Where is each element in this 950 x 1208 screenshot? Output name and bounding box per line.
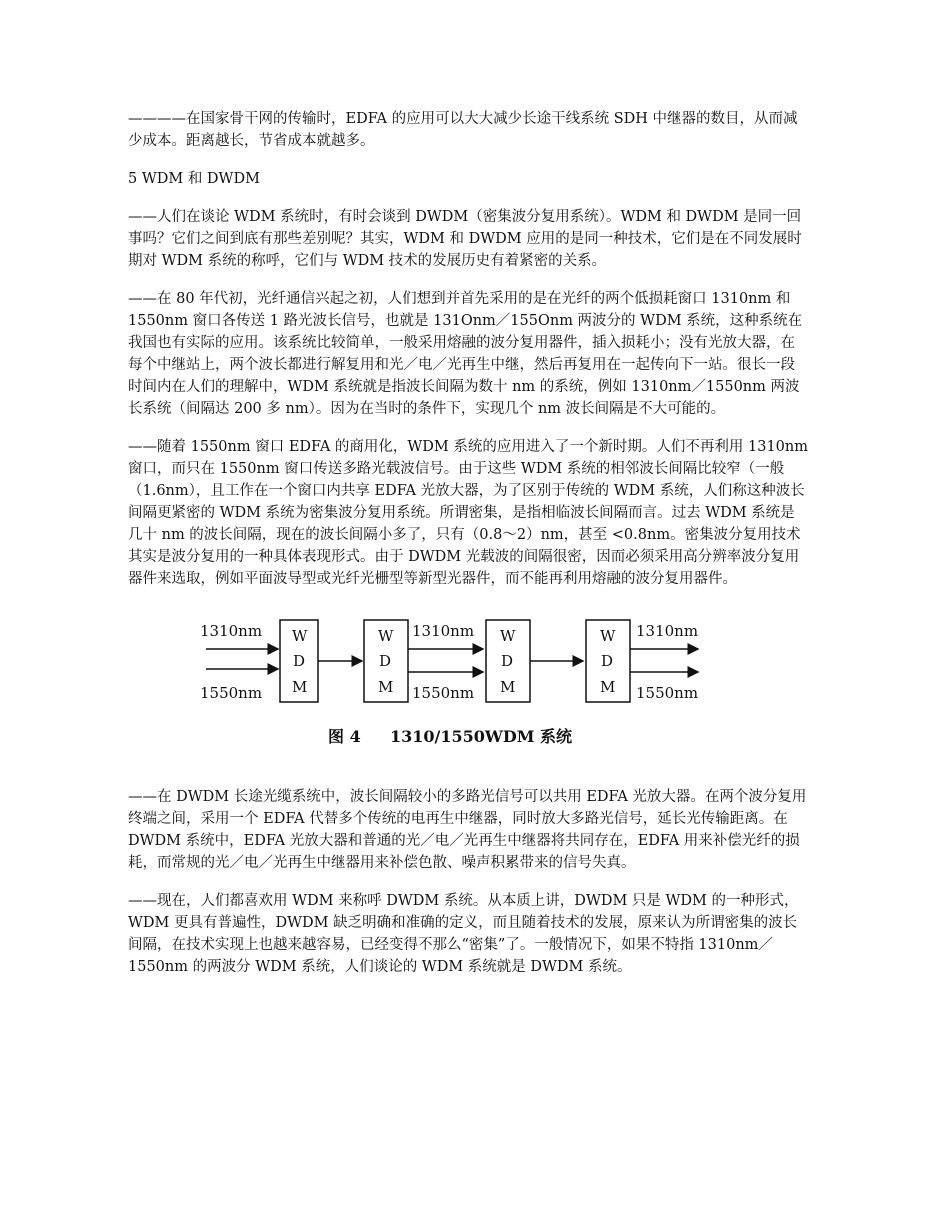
box4-letter-d: D [601,652,614,670]
paragraph-naming-today: ——现在，人们都喜欢用 WDM 来称呼 DWDM 系统。从本质上讲，DWDM 只是 WDM 的一种形式，WDM 更具有普遍性，DWDM 缺乏明确和准确的定义，而且随着技术的发展，原来认为所谓密集的波长间隔，在技术实现上也越来越容易，已经变得不那么“密集”了。一般情况下，如果不特指 1310nm／1550nm 的两波分 WDM 系统，人们谈论的 WDM 系统就是 DWDM 系统。 [128,893,799,975]
paragraph-edfa-backbone: ————在国家骨干网的传输时，EDFA 的应用可以大大减少长途干线系统 SDH 中继器的数目，从而减少成本。距离越长，节省成本就越多。 [128,111,798,149]
label-output-1550: 1550nm [636,684,699,702]
figure-caption-number: 图 4 [328,727,361,746]
box2-letter-w: W [378,627,394,645]
label-input-1550: 1550nm [200,684,263,702]
box4-letter-m: M [600,678,616,696]
box3-letter-w: W [500,627,516,645]
box2-letter-m: M [378,678,394,696]
box1-letter-w: W [292,627,308,645]
box2-letter-d: D [379,652,392,670]
box3-letter-d: D [501,652,514,670]
label-mid-1550: 1550nm [412,684,475,702]
wdm-system-figure [128,606,808,756]
paragraph-dwdm-longhaul: ——在 DWDM 长途光缆系统中，波长间隔较小的多路光信号可以共用 EDFA 光放大器。在两个波分复用终端之间，采用一个 EDFA 代替多个传统的电再生中继器，同时放大多路光信号，延长光传输距离。在 DWDM 系统中，EDFA 光放大器和普通的光／电／光再生中继器将共同存在，EDFA 用来补偿光纤的损耗，而常规的光／电／光再生中继器用来补偿色散、噪声积累带来的信号失真。 [128,789,807,871]
paragraph-80s-history: ——在 80 年代初，光纤通信兴起之初，人们想到并首先采用的是在光纤的两个低损耗窗口 1310nm 和 1550nm 窗口各传送 1 路光波长信号，也就是 131Onm／155Onm 两波分的 WDM 系统，这种系统在我国也有实际的应用。该系统比较简单，一般采用熔融的波分复用器件，插入损耗小；没有光放大器，在每个中继站上，两个波长都进行解复用和光／电／光再生中继，然后再复用在一起传向下一站。很长一段时间内在人们的理解中，WDM 系统就是指波长间隔为数十 nm 的系统，例如 1310nm／1550nm 两波长系统（间隔达 200 多 nm）。因为在当时的条件下，实现几个 nm 波长间隔是不大可能的。 [128,291,803,417]
label-mid-1310: 1310nm [412,622,475,640]
figure-caption-text: 1310/1550WDM 系统 [390,727,573,746]
wdm-diagram [128,606,808,756]
label-output-1310: 1310nm [636,622,699,640]
document-body [128,108,808,994]
section-heading: 5 WDM 和 DWDM [128,171,260,187]
box1-letter-d: D [293,652,306,670]
paragraph-wdm-vs-dwdm: ——人们在谈论 WDM 系统时，有时会谈到 DWDM（密集波分复用系统）。WDM 和 DWDM 是同一回事吗？它们之间到底有那些差别呢？其实，WDM 和 DWDM 应用的是同一种技术，它们是在不同发展时期对 WDM 系统的称呼，它们与 WDM 技术的发展历史有着紧密的关系。 [128,209,802,269]
label-input-1310: 1310nm [200,622,263,640]
box3-letter-m: M [500,678,516,696]
box4-letter-w: W [600,627,616,645]
box1-letter-m: M [292,678,308,696]
paragraph-edfa-commercial: ——随着 1550nm 窗口 EDFA 的商用化，WDM 系统的应用进入了一个新时期。人们不再利用 1310nm 窗口，而只在 1550nm 窗口传送多路光载波信号。由于这些 WDM 系统的相邻波长间隔比较窄（一般（1.6nm），且工作在一个窗口内共享 EDFA 光放大器，为了区别于传统的 WDM 系统，人们称这种波长间隔更紧密的 WDM 系统为密集波分复用系统。所谓密集，是指相临波长间隔而言。过去 WDM 系统是几十 nm 的波长间隔，现在的波长间隔小多了，只有（0.8～2）nm，甚至 <0.8nm。密集波分复用技术其实是波分复用的一种具体表现形式。由于 DWDM 光载波的间隔很密，因而必须采用高分辨率波分复用器件来选取，例如平面波导型或光纤光栅型等新型光器件，而不能再利用熔融的波分复用器件。 [128,439,808,587]
